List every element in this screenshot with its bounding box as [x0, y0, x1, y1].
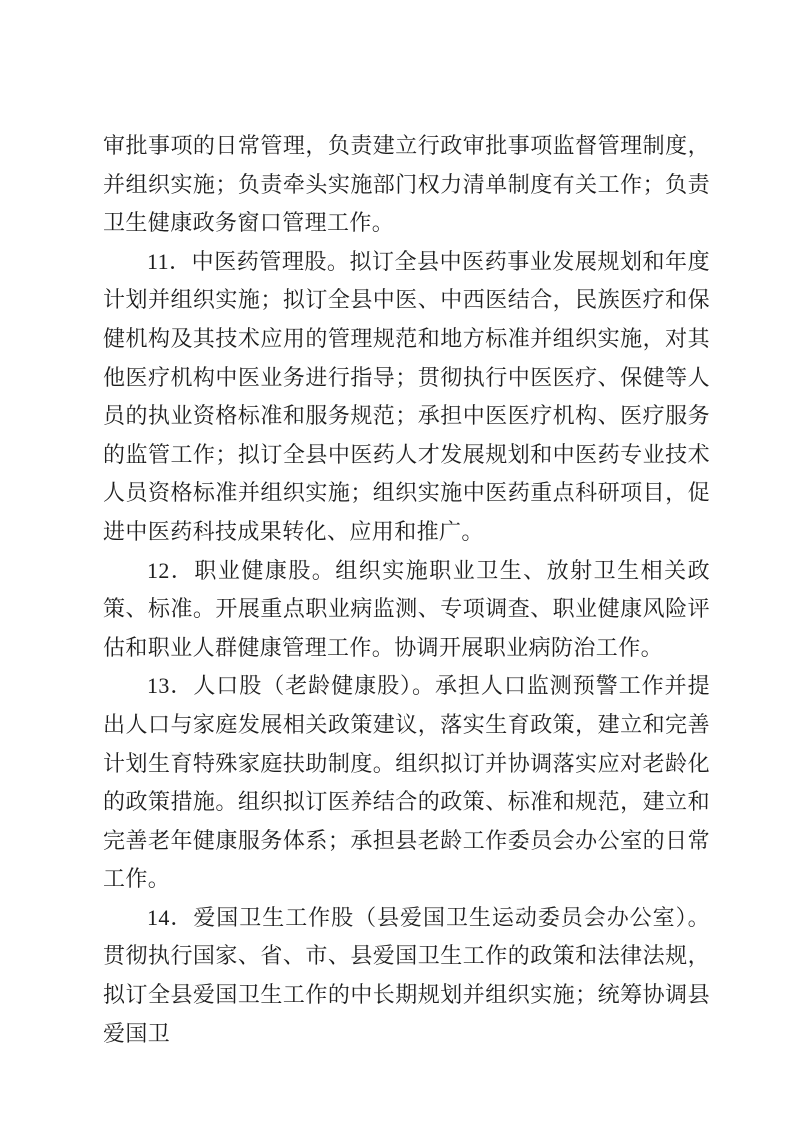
document-body — [103, 127, 710, 1053]
paragraph-continuation: 审批事项的日常管理，负责建立行政审批事项监督管理制度，并组织实施；负责牵头实施部门权力清单制度有关工作；负责卫生健康政务窗口管理工作。 — [103, 133, 710, 236]
paragraph-item-14-patriotic-health-division: 14．爱国卫生工作股（县爱国卫生运动委员会办公室）。贯彻执行国家、省、市、县爱国卫生工作的政策和法律法规，拟订全县爱国卫生工作的中长期规划并组织实施；统筹协调县爱国卫 — [103, 904, 710, 1046]
paragraph-item-12-occupational-health: 12．职业健康股。组织实施职业卫生、放射卫生相关政策、标准。开展重点职业病监测、专项调查、职业健康风险评估和职业人群健康管理工作。协调开展职业病防治工作。 — [103, 557, 710, 660]
paragraph-item-11-tcm-administration: 11．中医药管理股。拟订全县中医药事业发展规划和年度计划并组织实施；拟订全县中医、中西医结合，民族医疗和保健机构及其技术应用的管理规范和地方标准并组织实施，对其他医疗机构中医业务进行指导；贯彻执行中医医疗、保健等人员的执业资格标准和服务规范；承担中医医疗机构、医疗服务的监管工作；拟订全县中医药人才发展规划和中医药专业技术人员资格标准并组织实施；组织实施中医药重点科研项目，促进中医药科技成果转化、应用和推广。 — [103, 248, 710, 544]
paragraph-item-13-population-division: 13．人口股（老龄健康股）。承担人口监测预警工作并提出人口与家庭发展相关政策建议，落实生育政策，建立和完善计划生育特殊家庭扶助制度。组织拟订并协调落实应对老龄化的政策措施。组织拟订医养结合的政策、标准和规范，建立和完善老年健康服务体系；承担县老龄工作委员会办公室的日常工作。 — [103, 673, 710, 892]
